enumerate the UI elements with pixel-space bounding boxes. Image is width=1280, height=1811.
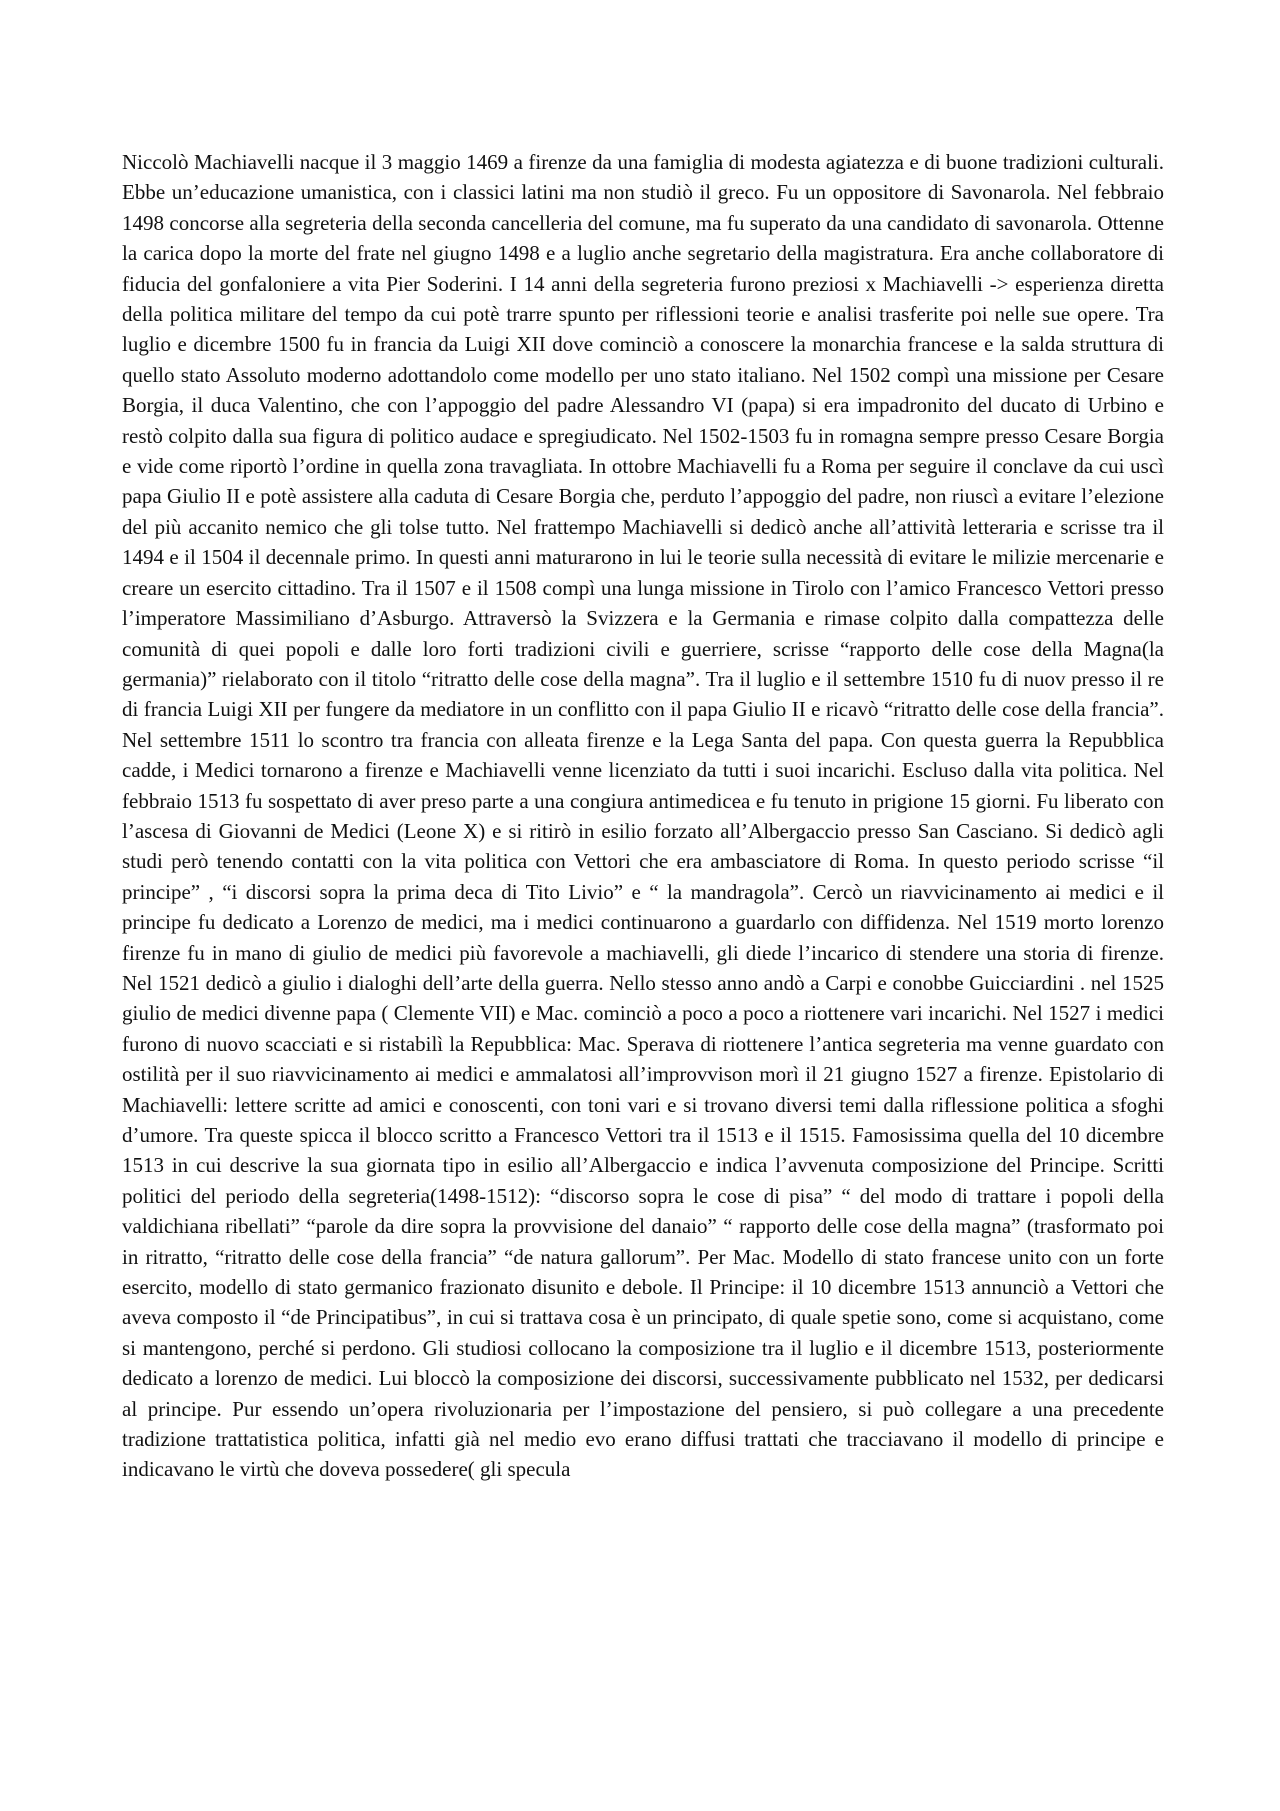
body-paragraph: Niccolò Machiavelli nacque il 3 maggio 1469 a firenze da una famiglia di modesta agiatezza e di buone tradizioni culturali. Ebbe un’educazione umanistica, con i classici latini ma non studiò il greco. Fu un oppositore di Savonarola. Nel febbraio 1498 concorse alla segreteria della seconda cancelleria del comune, ma fu superato da una candidato di savonarola. Ottenne la carica dopo la morte del frate nel giugno 1498 e a luglio anche segretario della magistratura. Era anche collaboratore di fiducia del gonfaloniere a vita Pier Soderini. I 14 anni della segreteria furono preziosi x Machiavelli -> esperienza diretta della politica militare del tempo da cui potè trarre spunto per riflessioni teorie e analisi trasferite poi nelle sue opere. Tra luglio e dicembre 1500 fu in francia da Luigi XII dove cominciò a conoscere la monarchia francese e la salda struttura di quello stato Assoluto moderno adottandolo come modello per uno stato italiano. Nel 1502 compì una missione per Cesare Borgia, il duca Valentino, che con l’appoggio del padre Alessandro VI (papa) si era impadronito del ducato di Urbino e restò colpito dalla sua figura di politico audace e spregiudicato. Nel 1502-1503 fu in romagna sempre presso Cesare Borgia e vide come riportò l’ordine in quella zona travagliata. In ottobre Machiavelli fu a Roma per seguire il conclave da cui uscì papa Giulio II e potè assistere alla caduta di Cesare Borgia che, perduto l’appoggio del padre, non riuscì a evitare l’elezione del più accanito nemico che gli tolse tutto. Nel frattempo Machiavelli si dedicò anche all’attività letteraria e scrisse tra il 1494 e il 1504 il decennale primo. In questi anni maturarono in lui le teorie sulla necessità di evitare le milizie mercenarie e creare un esercito cittadino. Tra il 1507 e il 1508 compì una lunga missione in Tirolo con l’amico Francesco Vettori presso l’imperatore Massimiliano d’Asburgo. Attraversò la Svizzera e la Germania e rimase colpito dalla compattezza delle comunità di quei popoli e dalle loro forti tradizioni civili e guerriere, scrisse “rapporto delle cose della Magna(la germania)” rielaborato con il titolo “ritratto delle cose della magna”. Tra il luglio e il settembre 1510 fu di nuov presso il re di francia Luigi XII per fungere da mediatore in un conflitto con il papa Giulio II e ricavò “ritratto delle cose della francia”. Nel settembre 1511 lo scontro tra francia con alleata firenze e la Lega Santa del papa. Con questa guerra la Repubblica cadde, i Medici tornarono a firenze e Machiavelli venne licenziato da tutti i suoi incarichi. Escluso dalla vita politica. Nel febbraio 1513 fu sospettato di aver preso parte a una congiura antimedicea e fu tenuto in prigione 15 giorni. Fu liberato con l’ascesa di Giovanni de Medici (Leone X) e si ritirò in esilio forzato all’Albergaccio presso San Casciano. Si dedicò agli studi però tenendo contatti con la vita politica con Vettori che era ambasciatore di Roma. In questo periodo scrisse “il principe” , “i discorsi sopra la prima deca di Tito Livio” e “ la mandragola”. Cercò un riavvicinamento ai medici e il principe fu dedicato a Lorenzo de medici, ma i medici continuarono a guardarlo con diffidenza. Nel 1519 morto lorenzo firenze fu in mano di giulio de medici più favorevole a machiavelli, gli diede l’incarico di stendere una storia di firenze. Nel 1521 dedicò a giulio i dialoghi dell’arte della guerra. Nello stesso anno andò a Carpi e conobbe Guicciardini . nel 1525 giulio de medici divenne papa ( Clemente VII) e Mac. cominciò a poco a poco a riottenere vari incarichi. Nel 1527 i medici furono di nuovo scacciati e si ristabilì la Repubblica: Mac. Sperava di riottenere l’antica segreteria ma venne guardato con ostilità per il suo riavvicinamento ai medici e ammalatosi all’improvvison morì il 21 giugno 1527 a firenze. Epistolario di Machiavelli: lettere scritte ad amici e conoscenti, con toni vari e si trovano diversi temi dalla riflessione politica a sfoghi d’umore. Tra queste spicca il blocco scritto a Francesco Vettori tra il 1513 e il 1515. Famosissima quella del 10 dicembre 1513 in cui descrive la sua giornata tipo in esilio all’Albergaccio e indica l’avvenuta composizione del Principe. Scritti politici del periodo della segreteria(1498-1512): “discorso sopra le cose di pisa” “ del modo di trattare i popoli della valdichiana ribellati” “parole da dire sopra la provvisione del danaio” “ rapporto delle cose della magna” (trasformato poi in ritratto, “ritratto delle cose della francia” “de natura gallorum”. Per Mac. Modello di stato francese unito con un forte esercito, modello di stato germanico frazionato disunito e debole. Il Principe: il 10 dicembre 1513 annunciò a Vettori che aveva composto il “de Principatibus”, in cui si trattava cosa è un principato, di quale spetie sono, come si acquistano, come si mantengono, perché si perdono. Gli studiosi collocano la composizione tra il luglio e il dicembre 1513, posteriormente dedicato a lorenzo de medici. Lui bloccò la composizione dei discorsi, successivamente pubblicato nel 1532, per dedicarsi al principe. Pur essendo un’opera rivoluzionaria per l’impostazione del pensiero, si può collegare a una precedente tradizione trattatistica politica, infatti già nel medio evo erano diffusi trattati che tracciavano il modello di principe e indicavano le virtù che doveva possedere( gli specula	[122, 150, 1164, 1482]
